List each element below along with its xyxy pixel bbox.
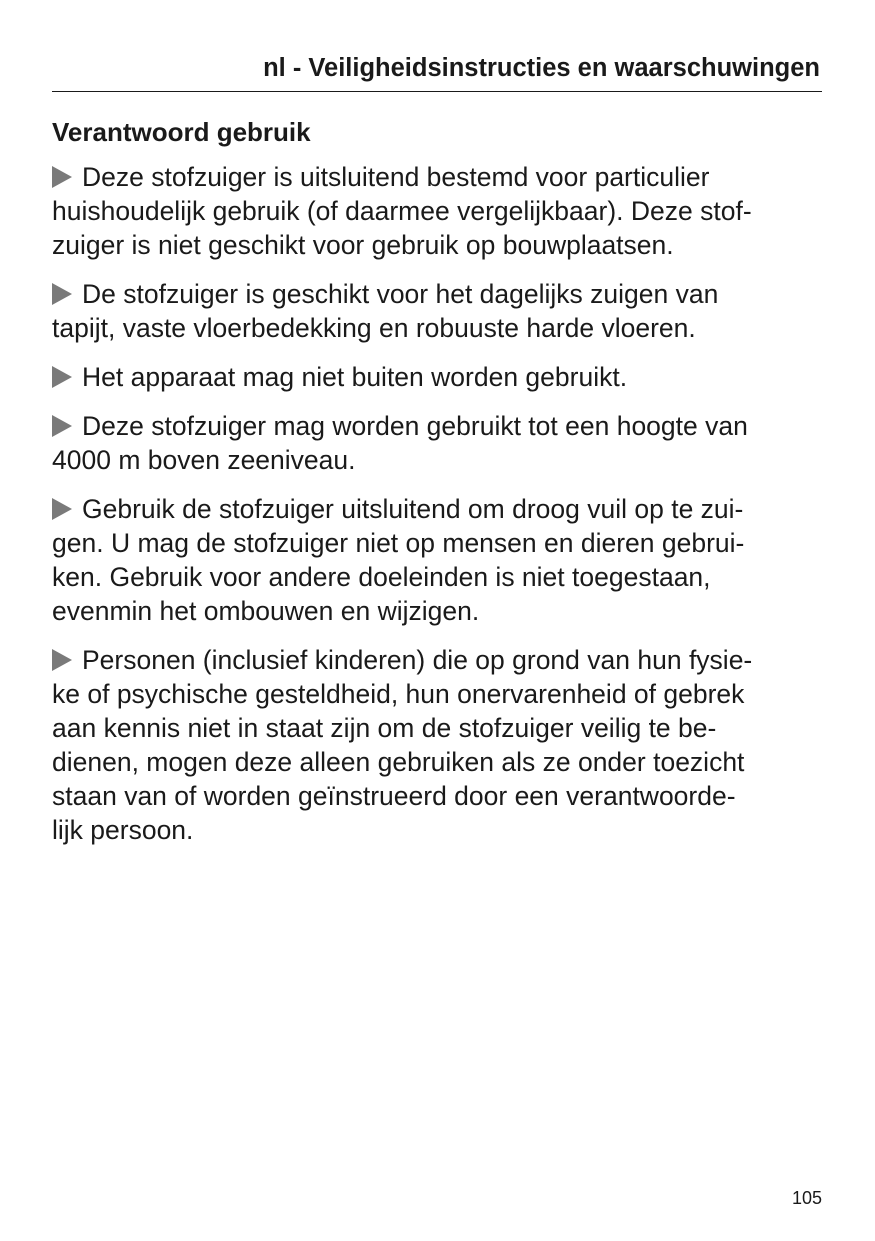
paragraph-line: 4000 m boven zeeniveau. (52, 445, 356, 475)
triangle-right-icon (52, 366, 72, 388)
paragraph-line: Deze stofzuiger mag worden gebruikt tot een hoogte van (82, 411, 748, 441)
paragraph-line: Het apparaat mag niet buiten worden gebruikt. (82, 362, 628, 392)
triangle-right-icon (52, 649, 72, 671)
triangle-right-icon (52, 498, 72, 520)
header-title: nl - Veiligheidsinstructies en waarschuwingen (263, 54, 820, 82)
paragraph-line: huishoudelijk gebruik (of daarmee vergelijkbaar). Deze stof- (52, 196, 752, 226)
instruction-paragraph (52, 277, 822, 345)
paragraph-line: Personen (inclusief kinderen) die op grond van hun fysie- (82, 645, 753, 675)
paragraph-line: ke of psychische gesteldheid, hun onervarenheid of gebrek (52, 679, 745, 709)
paragraph-line: tapijt, vaste vloerbedekking en robuuste harde vloeren. (52, 313, 696, 343)
paragraph-line: aan kennis niet in staat zijn om de stofzuiger veilig te be- (52, 713, 717, 743)
instruction-paragraph (52, 409, 822, 477)
instructions-list (52, 160, 822, 862)
instruction-paragraph (52, 160, 822, 262)
paragraph-line: zuiger is niet geschikt voor gebruik op bouwplaatsen. (52, 230, 674, 260)
paragraph-line: Gebruik de stofzuiger uitsluitend om droog vuil op te zui- (82, 494, 744, 524)
page-number: 105 (791, 1188, 822, 1208)
paragraph-line: Deze stofzuiger is uitsluitend bestemd voor particulier (82, 162, 710, 192)
section-heading: Verantwoord gebruik (52, 117, 311, 147)
paragraph-line: dienen, mogen deze alleen gebruiken als ze onder toezicht (52, 747, 745, 777)
paragraph-line: ken. Gebruik voor andere doeleinden is niet toegestaan, (52, 562, 711, 592)
paragraph-line: De stofzuiger is geschikt voor het dagelijks zuigen van (82, 279, 719, 309)
instruction-paragraph (52, 492, 822, 628)
triangle-right-icon (52, 415, 72, 437)
instruction-paragraph (52, 360, 822, 394)
paragraph-line: evenmin het ombouwen en wijzigen. (52, 596, 480, 626)
triangle-right-icon (52, 166, 72, 188)
paragraph-line: lijk persoon. (52, 815, 194, 845)
page-header (52, 50, 822, 92)
paragraph-line: gen. U mag de stofzuiger niet op mensen en dieren gebrui- (52, 528, 745, 558)
triangle-right-icon (52, 283, 72, 305)
paragraph-line: staan van of worden geïnstrueerd door een verantwoorde- (52, 781, 736, 811)
instruction-paragraph (52, 643, 822, 847)
